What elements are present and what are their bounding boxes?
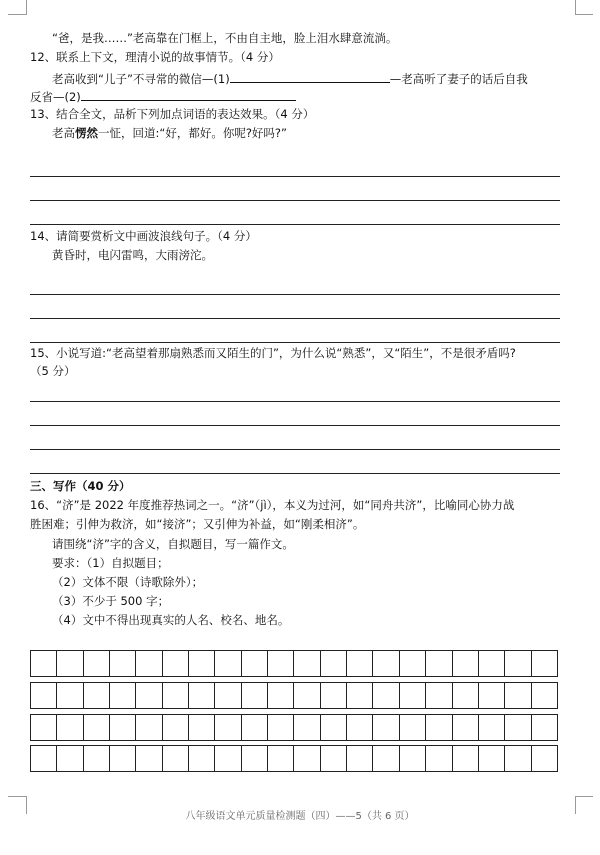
question-16: 16、“济”是 2022 年度推荐热词之一。“济”（jì），本义为过河，如“同舟共济”，比喻同心协力战 bbox=[30, 498, 515, 512]
grid-cell[interactable] bbox=[136, 715, 162, 740]
grid-cell[interactable] bbox=[268, 683, 294, 708]
q12-answer-blank-1[interactable] bbox=[230, 70, 390, 83]
grid-cell[interactable] bbox=[453, 651, 479, 676]
grid-cell[interactable] bbox=[453, 683, 479, 708]
section-3-title: 三、写作（40 分） bbox=[30, 479, 131, 493]
grid-cell[interactable] bbox=[136, 746, 162, 771]
grid-cell[interactable] bbox=[347, 651, 373, 676]
q14-answer-line-1[interactable] bbox=[30, 294, 560, 295]
grid-cell[interactable] bbox=[321, 715, 347, 740]
grid-cell[interactable] bbox=[532, 651, 557, 676]
q12-part-c: 反省—(2) bbox=[30, 90, 81, 104]
requirement-3: （3）不少于 500 字； bbox=[52, 594, 170, 608]
page-footer: 八年级语文单元质量检测题（四）——5（共 6 页） bbox=[185, 811, 415, 822]
question-12: 12、联系上下文，理清小说的故事情节。（4 分） bbox=[30, 50, 280, 64]
grid-cell[interactable] bbox=[373, 715, 399, 740]
grid-cell[interactable] bbox=[505, 746, 531, 771]
grid-cell[interactable] bbox=[479, 746, 505, 771]
grid-cell[interactable] bbox=[110, 746, 136, 771]
grid-cell[interactable] bbox=[163, 715, 189, 740]
grid-cell[interactable] bbox=[31, 651, 57, 676]
question-13: 13、结合全文，品析下列加点词语的表达效果。（4 分） bbox=[30, 107, 315, 121]
q12-part-a: 老高收到“儿子”不寻常的微信—(1) bbox=[52, 72, 230, 86]
question-14: 14、请简要赏析文中画波浪线句子。（4 分） bbox=[30, 229, 257, 243]
grid-cell[interactable] bbox=[426, 651, 452, 676]
grid-row[interactable] bbox=[30, 682, 558, 709]
crop-mark-tl-h bbox=[8, 14, 26, 15]
grid-cell[interactable] bbox=[189, 715, 215, 740]
grid-cell[interactable] bbox=[242, 683, 268, 708]
q13-answer-line-2[interactable] bbox=[30, 200, 560, 201]
grid-cell[interactable] bbox=[84, 746, 110, 771]
question-14-sentence: 黄昏时，电闪雷鸣，大雨滂沱。 bbox=[52, 248, 213, 262]
grid-cell[interactable] bbox=[294, 683, 320, 708]
grid-cell[interactable] bbox=[57, 746, 83, 771]
grid-row[interactable] bbox=[30, 745, 558, 772]
grid-cell[interactable] bbox=[426, 715, 452, 740]
q15-answer-line-4[interactable] bbox=[30, 473, 560, 474]
grid-cell[interactable] bbox=[347, 715, 373, 740]
grid-cell[interactable] bbox=[268, 715, 294, 740]
q15-answer-line-3[interactable] bbox=[30, 449, 560, 450]
crop-mark-tr-h bbox=[575, 14, 593, 15]
grid-cell[interactable] bbox=[453, 746, 479, 771]
crop-mark-tl-v bbox=[26, 0, 27, 15]
grid-cell[interactable] bbox=[189, 683, 215, 708]
crop-mark-tr-v bbox=[575, 0, 576, 15]
grid-cell[interactable] bbox=[189, 651, 215, 676]
grid-cell[interactable] bbox=[400, 683, 426, 708]
q13-answer-line-1[interactable] bbox=[30, 176, 560, 177]
grid-cell[interactable] bbox=[57, 683, 83, 708]
grid-cell[interactable] bbox=[426, 683, 452, 708]
grid-cell[interactable] bbox=[136, 651, 162, 676]
grid-cell[interactable] bbox=[400, 746, 426, 771]
grid-cell[interactable] bbox=[479, 715, 505, 740]
grid-cell[interactable] bbox=[215, 651, 241, 676]
grid-cell[interactable] bbox=[321, 746, 347, 771]
grid-cell[interactable] bbox=[532, 683, 557, 708]
grid-cell[interactable] bbox=[242, 746, 268, 771]
q12-answer-blank-2[interactable] bbox=[81, 88, 296, 101]
q14-answer-line-3[interactable] bbox=[30, 342, 560, 343]
q13-answer-line-3[interactable] bbox=[30, 224, 560, 225]
q13-pre: 老高 bbox=[52, 126, 75, 140]
requirement-4: （4）文中不得出现真实的人名、校名、地名。 bbox=[52, 613, 290, 627]
grid-cell[interactable] bbox=[84, 715, 110, 740]
grid-cell[interactable] bbox=[31, 746, 57, 771]
grid-cell[interactable] bbox=[532, 715, 557, 740]
grid-cell[interactable] bbox=[31, 683, 57, 708]
grid-cell[interactable] bbox=[294, 715, 320, 740]
grid-cell[interactable] bbox=[400, 715, 426, 740]
grid-cell[interactable] bbox=[373, 746, 399, 771]
grid-cell[interactable] bbox=[268, 746, 294, 771]
grid-cell[interactable] bbox=[110, 683, 136, 708]
requirement-2: （2）文体不限（诗歌除外）； bbox=[52, 575, 204, 589]
grid-cell[interactable] bbox=[321, 683, 347, 708]
grid-cell[interactable] bbox=[84, 651, 110, 676]
q15-answer-line-2[interactable] bbox=[30, 425, 560, 426]
grid-cell[interactable] bbox=[242, 651, 268, 676]
grid-cell[interactable] bbox=[347, 746, 373, 771]
grid-cell[interactable] bbox=[479, 683, 505, 708]
grid-cell[interactable] bbox=[57, 715, 83, 740]
grid-cell[interactable] bbox=[400, 651, 426, 676]
grid-row[interactable] bbox=[30, 714, 558, 741]
grid-cell[interactable] bbox=[110, 651, 136, 676]
grid-cell[interactable] bbox=[321, 651, 347, 676]
requirement-1: 要求：（1）自拟题目； bbox=[52, 556, 169, 570]
question-16-line-2: 胜困难；引伸为救济，如“接济”；又引伸为补益，如“刚柔相济”。 bbox=[30, 517, 365, 531]
grid-cell[interactable] bbox=[294, 746, 320, 771]
grid-cell[interactable] bbox=[215, 683, 241, 708]
grid-cell[interactable] bbox=[84, 683, 110, 708]
grid-cell[interactable] bbox=[532, 746, 557, 771]
q13-post: 一怔，回道:“好，都好。你呢?好吗?” bbox=[98, 126, 287, 140]
q15-answer-line-1[interactable] bbox=[30, 401, 560, 402]
question-15: 15、小说写道:“老高望着那扇熟悉而又陌生的门”，为什么说“熟悉”，又“陌生”，不是很矛盾吗? bbox=[30, 346, 516, 360]
story-ending-line: “爸，是我……”老高靠在门框上，不由自主地，脸上泪水肆意流淌。 bbox=[52, 31, 398, 45]
question-16-instruction: 请围绕“济”字的含义，自拟题目，写一篇作文。 bbox=[52, 537, 294, 551]
grid-cell[interactable] bbox=[163, 651, 189, 676]
question-12-blank-line bbox=[52, 70, 528, 87]
grid-cell[interactable] bbox=[268, 651, 294, 676]
grid-cell[interactable] bbox=[215, 746, 241, 771]
q12-part-b: —老高听了妻子的话后自我 bbox=[389, 72, 528, 86]
grid-cell[interactable] bbox=[505, 683, 531, 708]
grid-cell[interactable] bbox=[163, 746, 189, 771]
grid-cell[interactable] bbox=[373, 651, 399, 676]
grid-cell[interactable] bbox=[453, 715, 479, 740]
grid-cell[interactable] bbox=[136, 683, 162, 708]
grid-cell[interactable] bbox=[242, 715, 268, 740]
grid-cell[interactable] bbox=[189, 746, 215, 771]
question-13-quote bbox=[52, 126, 287, 141]
grid-cell[interactable] bbox=[505, 651, 531, 676]
grid-cell[interactable] bbox=[347, 683, 373, 708]
crop-mark-bl-h bbox=[8, 796, 26, 797]
grid-cell[interactable] bbox=[163, 683, 189, 708]
grid-cell[interactable] bbox=[294, 651, 320, 676]
grid-cell[interactable] bbox=[57, 651, 83, 676]
grid-cell[interactable] bbox=[479, 651, 505, 676]
grid-cell[interactable] bbox=[110, 715, 136, 740]
q14-answer-line-2[interactable] bbox=[30, 318, 560, 319]
question-15-points: （5 分） bbox=[30, 364, 76, 378]
grid-cell[interactable] bbox=[505, 715, 531, 740]
grid-row[interactable] bbox=[30, 650, 558, 677]
grid-cell[interactable] bbox=[426, 746, 452, 771]
crop-mark-br-h bbox=[575, 796, 593, 797]
grid-cell[interactable] bbox=[373, 683, 399, 708]
question-12-second-line bbox=[30, 88, 296, 105]
grid-cell[interactable] bbox=[215, 715, 241, 740]
grid-cell[interactable] bbox=[31, 715, 57, 740]
q13-dotted-word: 愣然 bbox=[75, 126, 98, 140]
